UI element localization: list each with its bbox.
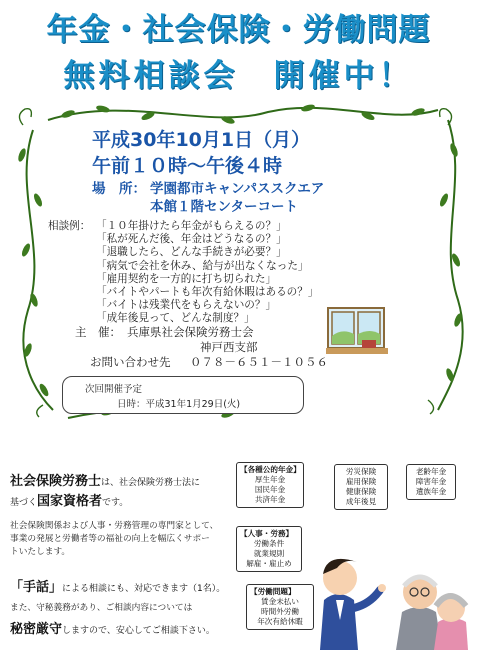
examples-list xyxy=(96,220,318,326)
organizer-name: 兵庫県社会保険労務士会 xyxy=(127,325,254,339)
sign-language-term: 「手話」 xyxy=(10,580,63,595)
hr-box xyxy=(236,526,302,572)
description-text: は、社会保険労務士法に xyxy=(101,478,201,488)
hr-item: 就業規則 xyxy=(253,549,285,558)
confidential-term: 秘密厳守 xyxy=(10,622,63,637)
hr-item: 労働条件 xyxy=(253,539,285,548)
labor-item: 賃金未払い xyxy=(261,597,299,606)
title-line-1: 年金・社会保険・労働問題 xyxy=(46,12,431,48)
example-item: 「バイトやパートも年次有給休暇はあるの？」 xyxy=(96,286,319,299)
venue-line-2: 本館１階センターコート xyxy=(150,199,298,215)
confidentiality-line-2 xyxy=(10,618,215,637)
insurance-item: 労災保険 xyxy=(345,467,377,476)
organizer-label: 主 催： xyxy=(75,325,121,339)
description-line-1 xyxy=(10,470,200,489)
description-line-2 xyxy=(10,490,128,509)
hr-item: 解雇・雇止め xyxy=(246,559,292,568)
example-item: 「バイトは残業代をもらえないの？」 xyxy=(96,299,277,312)
window-illustration xyxy=(326,306,390,358)
benefits-item: 障害年金 xyxy=(415,477,447,486)
next-event-date: 日時：平成31年1月29日(火) xyxy=(117,399,241,410)
national-qualification: 国家資格者 xyxy=(37,494,103,509)
description-text: しますので、安心してご相談下さい。 xyxy=(62,626,215,636)
description-text: による相談にも、対応できます（1名）。 xyxy=(62,584,226,594)
insurance-box xyxy=(334,464,388,510)
benefits-box xyxy=(406,464,456,500)
pension-item: 厚生年金 xyxy=(254,475,286,484)
next-event-box xyxy=(62,376,304,414)
labor-box xyxy=(246,584,314,630)
title-line-2: 無料相談会 開催中！ xyxy=(63,58,414,94)
benefits-item: 遺族年金 xyxy=(415,487,447,496)
confidentiality-line-1: また、守秘義務があり、ご相談内容については xyxy=(10,603,193,613)
description-text: 基づく xyxy=(10,498,38,508)
labor-item: 年次有給休暇 xyxy=(257,617,303,626)
example-item: 「私が死んだ後、年金はどうなるの？」 xyxy=(96,233,287,246)
sharoushi-term: 社会保険労務士 xyxy=(10,474,102,489)
insurance-item: 雇用保険 xyxy=(345,477,377,486)
example-item: 「雇用契約を一方的に打ち切られた」 xyxy=(96,272,277,285)
description-para-2: 事業の発展と労働者等の福祉の向上を幅広くサポー xyxy=(10,534,210,544)
example-item: 「１０年掛けたら年金がもらえるの？」 xyxy=(96,220,287,232)
pension-item: 国民年金 xyxy=(254,485,286,494)
description-text: です。 xyxy=(102,498,129,508)
insurance-item: 成年後見 xyxy=(345,497,377,506)
sign-language-line xyxy=(10,576,225,595)
pension-item: 共済年金 xyxy=(254,495,286,504)
example-item: 「病気で会社を休み、給与が出なくなった」 xyxy=(96,259,309,272)
contact-phone: ０７８－６５１－１０５６ xyxy=(190,355,328,369)
labor-head: 【労働問題】 xyxy=(250,587,296,596)
labor-item: 時間外労働 xyxy=(261,607,299,616)
insurance-item: 健康保険 xyxy=(345,487,377,496)
benefits-item: 老齢年金 xyxy=(415,467,447,476)
pension-head: 【各種公的年金】 xyxy=(240,465,301,474)
examples-label: 相談例： xyxy=(48,220,91,232)
consultation-illustration xyxy=(310,520,470,650)
pension-box xyxy=(236,462,304,508)
hr-head: 【人事・労務】 xyxy=(240,529,294,538)
description-para-1: 社会保険関係および人事・労務管理の専門家として、 xyxy=(10,521,219,531)
next-event-heading: 次回開催予定 xyxy=(85,384,143,395)
venue-line-1: 学園都市キャンパススクエア xyxy=(150,181,325,197)
event-date: 平成30年10月1日（月） xyxy=(92,129,311,151)
contact-label: お問い合わせ先 xyxy=(90,355,171,369)
example-item: 「成年後見って、どんな制度？」 xyxy=(96,312,255,325)
example-item: 「退職したら、どんな手続きが必要？」 xyxy=(96,246,287,259)
event-time: 午前１０時〜午後４時 xyxy=(92,155,283,177)
venue-label: 場 所： xyxy=(92,181,146,197)
organizer-branch: 神戸西支部 xyxy=(200,340,258,354)
description-para-3: トいたします。 xyxy=(10,547,71,557)
